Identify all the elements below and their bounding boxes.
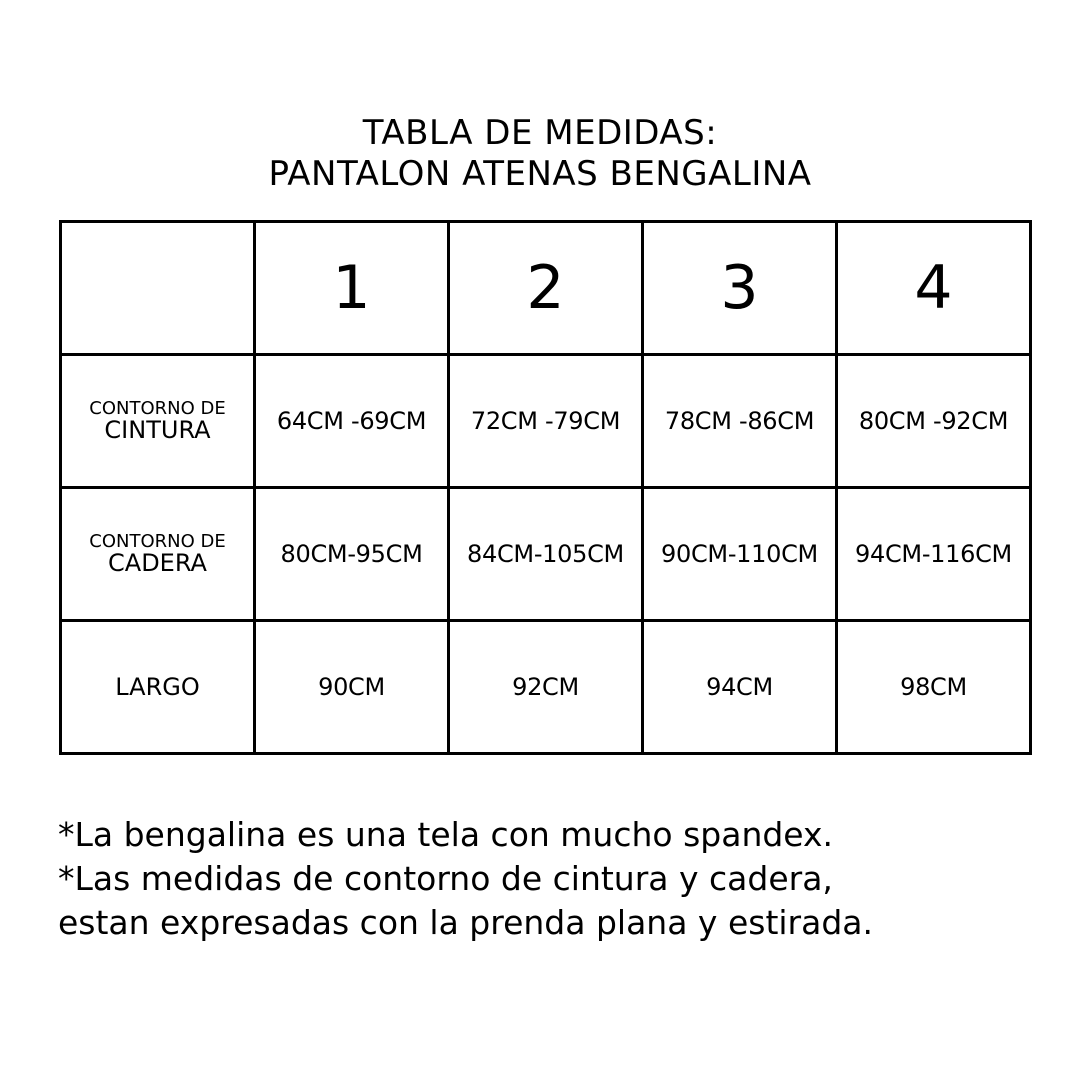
- size-label: 1: [332, 253, 371, 323]
- footnote-line: *Las medidas de contorno de cintura y cadera,: [58, 859, 833, 898]
- cell-value: 72CM -79CM: [470, 407, 621, 435]
- size-label: 2: [526, 253, 565, 323]
- table-cell: [449, 488, 643, 621]
- table-row-cintura: [61, 355, 1031, 488]
- table-cell: [837, 355, 1031, 488]
- table-header-row: [61, 222, 1031, 355]
- page-title: [0, 113, 1080, 195]
- table-row-largo: [61, 621, 1031, 754]
- footnotes: [58, 813, 1048, 945]
- cell-value: 92CM: [512, 673, 579, 701]
- table-cell: [255, 488, 449, 621]
- table-cell: [643, 488, 837, 621]
- cell-value: 84CM-105CM: [467, 540, 624, 568]
- size-label: 4: [914, 253, 953, 323]
- row-label-bottom: CINTURA: [104, 416, 211, 444]
- size-header-1: [255, 222, 449, 355]
- cell-value: 94CM: [706, 673, 773, 701]
- row-label-top: CONTORNO DE: [89, 398, 226, 419]
- size-chart-table: [59, 220, 1032, 755]
- row-label-cadera: [61, 488, 255, 621]
- table-cell: [643, 355, 837, 488]
- size-label: 3: [720, 253, 759, 323]
- row-label: LARGO: [115, 673, 200, 701]
- cell-value: 78CM -86CM: [664, 407, 815, 435]
- size-header-3: [643, 222, 837, 355]
- table-row-cadera: [61, 488, 1031, 621]
- row-label-top: CONTORNO DE: [89, 531, 226, 552]
- cell-value: 80CM-95CM: [280, 540, 423, 568]
- cell-value: 90CM: [318, 673, 385, 701]
- table-cell: [837, 621, 1031, 754]
- row-label-bottom: CADERA: [108, 549, 207, 577]
- title-line-2: PANTALON ATENAS BENGALINA: [268, 154, 812, 194]
- table-cell: [837, 488, 1031, 621]
- row-label-largo: [61, 621, 255, 754]
- cell-value: 80CM -92CM: [858, 407, 1009, 435]
- footnote-line: estan expresadas con la prenda plana y estirada.: [58, 903, 873, 942]
- cell-value: 90CM-110CM: [661, 540, 818, 568]
- table-cell: [449, 621, 643, 754]
- size-header-4: [837, 222, 1031, 355]
- table-cell: [643, 621, 837, 754]
- size-header-2: [449, 222, 643, 355]
- footnote-line: *La bengalina es una tela con mucho spandex.: [58, 815, 834, 854]
- cell-value: 94CM-116CM: [855, 540, 1012, 568]
- table-cell: [449, 355, 643, 488]
- cell-value: 64CM -69CM: [276, 407, 427, 435]
- table-cell: [255, 621, 449, 754]
- title-line-1: TABLA DE MEDIDAS:: [362, 113, 718, 153]
- row-label-cintura: [61, 355, 255, 488]
- cell-value: 98CM: [900, 673, 967, 701]
- table-cell: [255, 355, 449, 488]
- table-corner-cell: [61, 222, 255, 355]
